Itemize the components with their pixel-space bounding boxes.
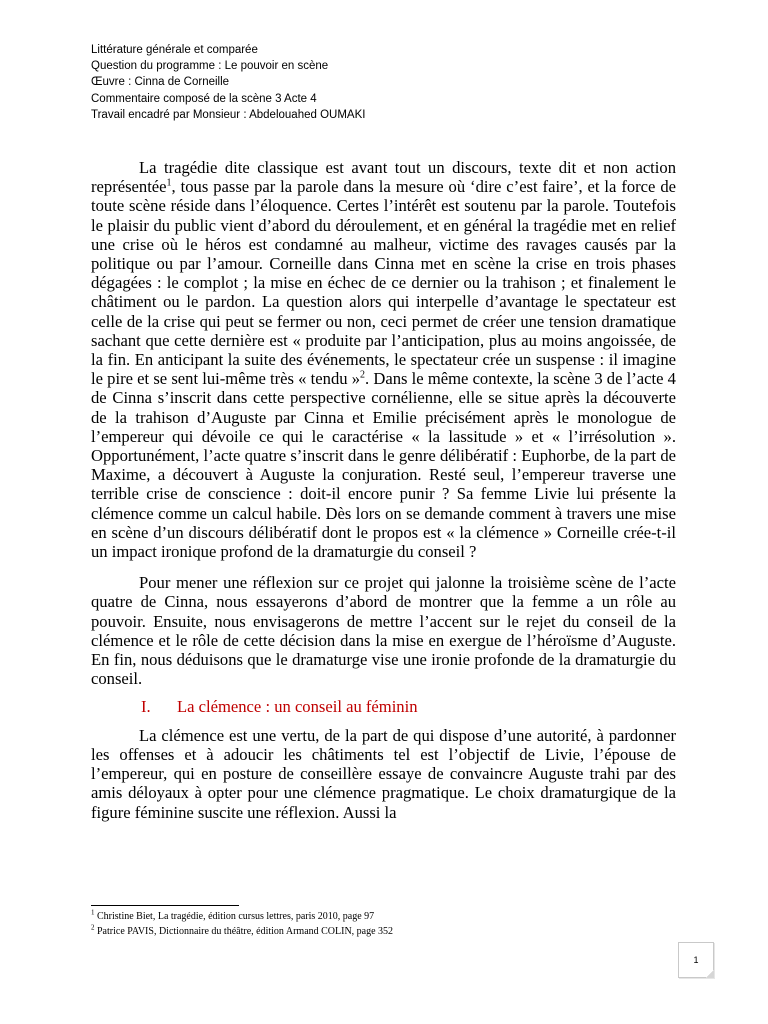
footnote-text: Patrice PAVIS, Dictionnaire du théâtre, édition Armand COLIN, page 352 [94, 926, 394, 937]
header-supervisor: Travail encadré par Monsieur : Abdelouahed OUMAKI [91, 108, 366, 121]
footnotes [91, 909, 393, 939]
footnote-number: 2 [91, 923, 95, 932]
paragraph-text: , tous passe par la parole dans la mesure où ‘dire c’est faire’, et la force de toute scène réside dans l’éloquence. Certes l’intérêt est soutenu par la parole. Toutefois le plaisir du public vient d’abord du déroulement, et en général la tragédie met en relief une crise où le héros est condamné au malheur, victime des ravages causés par la politique ou par l’amour. Corneille dans Cinna met en scène la crise en trois phases dégagées : le complot ; la mise en échec de ce dernier ou la trahison ; et finalement le châtiment ou le pardon. La question alors qui interpelle d’avantage le spectateur est celle de la crise qui peut se fermer ou non, ceci permet de créer une tension dramatique sachant que cette dernière est « produite par l’anticipation, plus au moins angoissée, de la fin. En anticipant la suite des événements, le spectateur crée un suspense : il imagine le pire et se sent lui-même très « tendu » [91, 177, 676, 389]
paragraph-plan: Pour mener une réflexion sur ce projet qui jalonne la troisième scène de l’acte quatre de Cinna, nous essayerons d’abord de montrer que la femme a un rôle au pouvoir. Ensuite, nous envisagerons de mettre l’accent sur le rejet du conseil de la clémence et le rôle de cette décision dans la mise en exergue de l’héroïsme d’Auguste. En fin, nous déduisons que le dramaturge vise une ironie profonde de la dramaturgie du conseil. [91, 573, 676, 689]
section-title: La clémence : un conseil au féminin [177, 697, 418, 717]
paragraph-section-one: La clémence est une vertu, de la part de qui dispose d’une autorité, à pardonner les offenses et à adoucir les châtiments tel est l’objectif de Livie, l’épouse de l’empereur, qui en posture de conseillère essaye de convaincre Auguste trahi par des amis déloyaux à opter pour une clémence pragmatique. Le choix dramaturgique de la figure féminine suscite une réflexion. Aussi la [91, 725, 676, 822]
document-header [91, 42, 365, 123]
header-question: Question du programme : Le pouvoir en scène [91, 60, 329, 73]
footnote-2 [91, 924, 393, 939]
header-work: Œuvre : Cinna de Corneille [91, 76, 230, 89]
paragraph-text: La tragédie dite classique est avant tout un discours, texte dit et non action représentée [91, 158, 676, 197]
page-fold-corner [706, 970, 714, 978]
footnote-separator [91, 905, 239, 906]
page-number-box [678, 942, 714, 978]
footnote-text: Christine Biet, La tragédie, édition cursus lettres, paris 2010, page 97 [94, 911, 375, 922]
paragraph-text: . Dans le même contexte, la scène 3 de l’acte 4 de Cinna s’inscrit dans cette perspective cornélienne, elle se situe après la découverte de la trahison d’Auguste par Cinna et Emilie précisément après le monologue de l’empereur qui dévoile ce qui le caractérise « la lassitude » et « l’irrésolution ». Opportunément, l’acte quatre s’inscrit dans le genre délibératif : Euphorbe, de la part de Maxime, a découvert à Auguste la conjuration. Resté seul, l’empereur traverse une terrible crise de conscience : doit-il encore punir ? Sa femme Livie lui présente la clémence comme un calcul habile. Dès lors on se demande comment à travers une mise en scène d’un discours délibératif dont le propos est « la clémence » Corneille crée-t-il un impact ironique profond de la dramaturgie du conseil ? [91, 369, 676, 562]
footnote-number: 1 [91, 908, 95, 917]
header-course: Littérature générale et comparée [91, 44, 258, 56]
footnote-ref-1: 1 [166, 177, 172, 189]
paragraph-introduction [91, 158, 676, 561]
footnote-1 [91, 909, 393, 924]
section-heading [91, 697, 676, 716]
page-number: 1 [693, 955, 699, 965]
section-number: I. [141, 697, 151, 717]
header-assignment: Commentaire composé de la scène 3 Acte 4 [91, 92, 317, 105]
footnote-ref-2: 2 [360, 369, 366, 381]
document-body [91, 158, 676, 822]
